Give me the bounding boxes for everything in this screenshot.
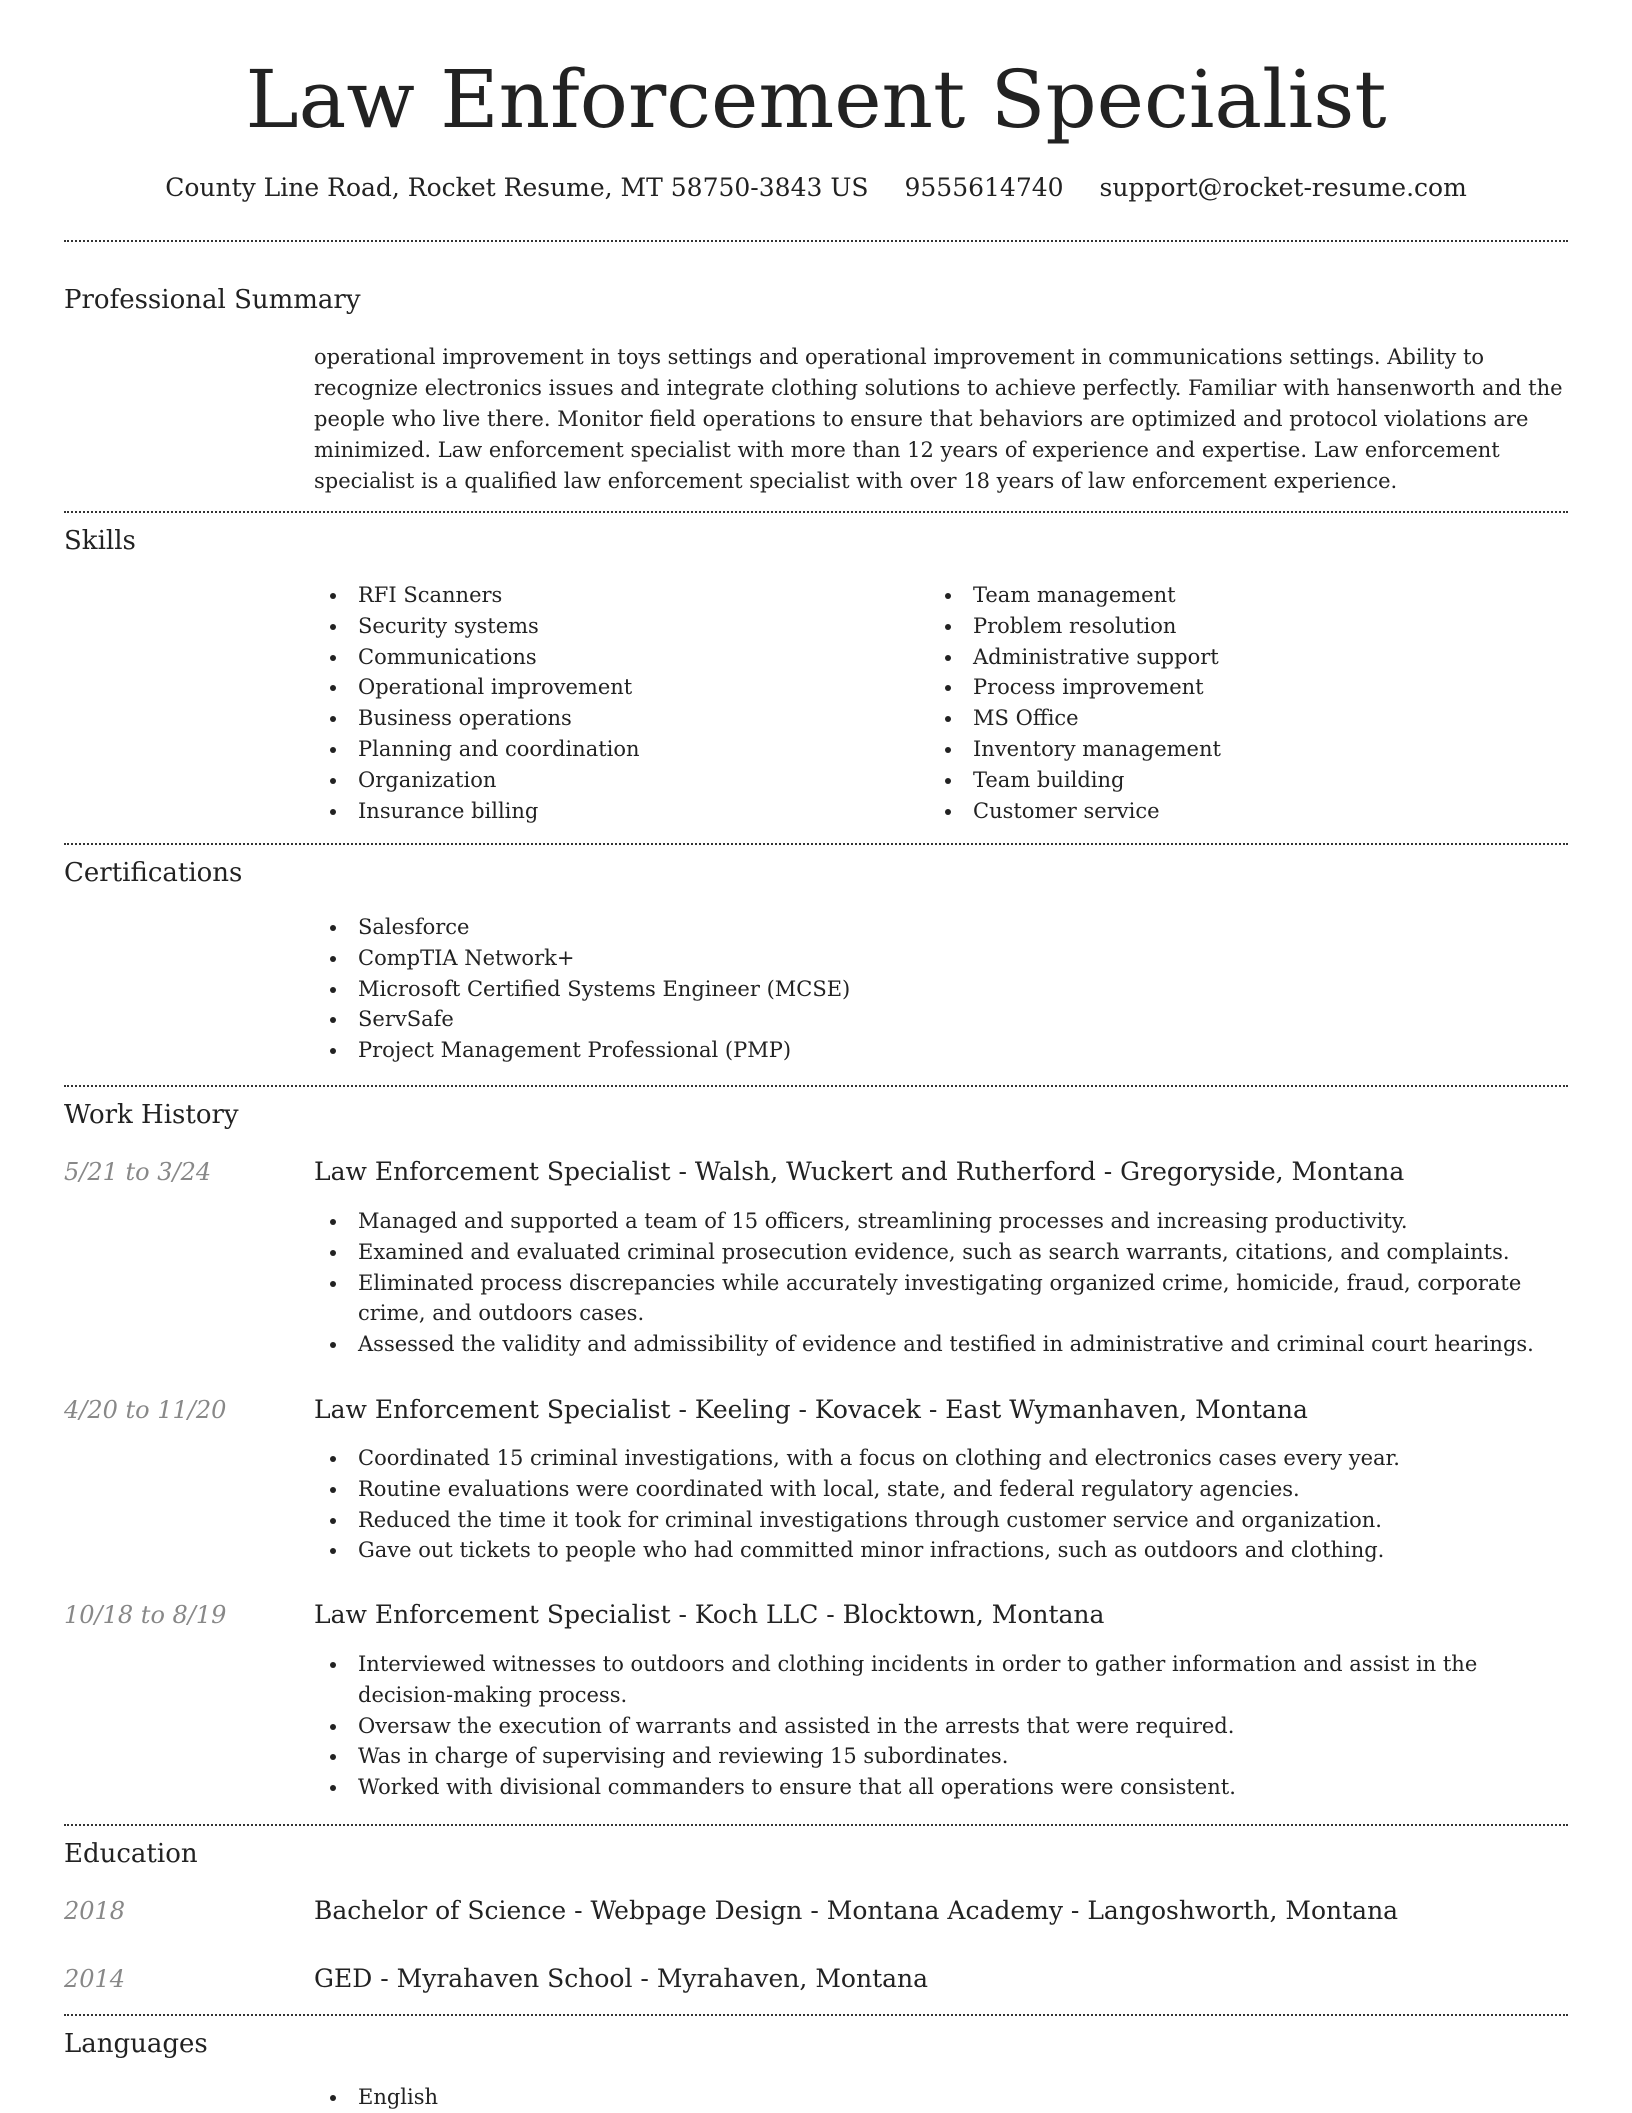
work-section-title: Work History	[64, 1100, 239, 1130]
list-item: CompTIA Network+	[314, 943, 1568, 974]
list-item: Oversaw the execution of warrants and assisted in the arrests that were required.	[314, 1711, 1568, 1742]
job-heading: Law Enforcement Specialist - Koch LLC - Blocktown, Montana	[314, 1600, 1105, 1629]
contact-line	[0, 170, 1632, 206]
languages-section-title: Languages	[64, 2029, 208, 2059]
list-item: Microsoft Certified Systems Engineer (MCSE)	[314, 974, 1568, 1005]
list-item: Business operations	[314, 703, 894, 734]
skills-list-left	[314, 580, 894, 826]
education-heading: Bachelor of Science - Webpage Design - Montana Academy - Langoshworth, Montana	[314, 1896, 1399, 1925]
job-heading: Law Enforcement Specialist - Walsh, Wuckert and Rutherford - Gregoryside, Montana	[314, 1157, 1405, 1186]
list-item: Salesforce	[314, 912, 1568, 943]
job-bullets	[314, 1649, 1568, 1803]
list-item: Team building	[929, 765, 1529, 796]
list-item: ServSafe	[314, 1004, 1568, 1035]
list-item: Was in charge of supervising and reviewing 15 subordinates.	[314, 1741, 1568, 1772]
list-item: Coordinated 15 criminal investigations, with a focus on clothing and electronics cases every year.	[314, 1443, 1568, 1474]
list-item: Insurance billing	[314, 796, 894, 827]
job-bullets	[314, 1206, 1568, 1360]
certifications-list	[314, 912, 1568, 1066]
education-year: 2018	[64, 1897, 126, 1925]
contact-email: support@rocket-resume.com	[1099, 173, 1467, 202]
job-bullets	[314, 1443, 1568, 1566]
list-item: Planning and coordination	[314, 734, 894, 765]
section-divider	[64, 843, 1568, 845]
contact-phone: 9555614740	[904, 173, 1064, 202]
summary-section-title: Professional Summary	[64, 285, 361, 315]
list-item: Operational improvement	[314, 672, 894, 703]
list-item: Examined and evaluated criminal prosecution evidence, such as search warrants, citations, and complaints.	[314, 1237, 1568, 1268]
job-dates: 4/20 to 11/20	[64, 1396, 227, 1424]
list-item: Routine evaluations were coordinated with local, state, and federal regulatory agencies.	[314, 1474, 1568, 1505]
skills-section-title: Skills	[64, 526, 136, 556]
list-item: Project Management Professional (PMP)	[314, 1035, 1568, 1066]
list-item: Team management	[929, 580, 1529, 611]
list-item: Process improvement	[929, 672, 1529, 703]
section-divider	[64, 511, 1568, 513]
skills-list-right	[929, 580, 1529, 826]
section-divider	[64, 1085, 1568, 1087]
education-year: 2014	[64, 1965, 126, 1993]
list-item: Problem resolution	[929, 611, 1529, 642]
job-heading: Law Enforcement Specialist - Keeling - Kovacek - East Wymanhaven, Montana	[314, 1395, 1308, 1424]
certifications-section-title: Certifications	[64, 858, 243, 888]
list-item: RFI Scanners	[314, 580, 894, 611]
resume-name-heading: Law Enforcement Specialist	[245, 53, 1387, 146]
list-item: Communications	[314, 642, 894, 673]
list-item: Organization	[314, 765, 894, 796]
list-item: Assessed the validity and admissibility of evidence and testified in administrative and criminal court hearings.	[314, 1329, 1568, 1360]
list-item: Customer service	[929, 796, 1529, 827]
list-item: Managed and supported a team of 15 officers, streamlining processes and increasing productivity.	[314, 1206, 1568, 1237]
languages-list	[314, 2082, 1568, 2113]
list-item: Interviewed witnesses to outdoors and clothing incidents in order to gather information and assist in the decision-making process.	[314, 1649, 1568, 1711]
list-item: Eliminated process discrepancies while accurately investigating organized crime, homicide, fraud, corporate crime, and outdoors cases.	[314, 1268, 1568, 1330]
list-item: Reduced the time it took for criminal investigations through customer service and organization.	[314, 1505, 1568, 1536]
education-section-title: Education	[64, 1839, 198, 1869]
contact-address: County Line Road, Rocket Resume, MT 58750-3843 US	[165, 173, 869, 202]
list-item: MS Office	[929, 703, 1529, 734]
section-divider	[64, 240, 1568, 242]
job-dates: 5/21 to 3/24	[64, 1158, 212, 1186]
summary-text: operational improvement in toys settings and operational improvement in communications settings. Ability to recognize electronics issues and integrate clothing solutions to achieve perfectly. Familiar with hansenworth and the people who live there. Monitor field operations to ensure that behaviors are optimized and protocol violations are minimized. Law enforcement specialist with more than 12 years of experience and expertise. Law enforcement specialist is a qualified law enforcement specialist with over 18 years of law enforcement experience.	[314, 345, 1563, 493]
section-divider	[64, 2014, 1568, 2016]
list-item: English	[314, 2082, 1568, 2113]
section-divider	[64, 1824, 1568, 1826]
list-item: Security systems	[314, 611, 894, 642]
list-item: Administrative support	[929, 642, 1529, 673]
education-heading: GED - Myrahaven School - Myrahaven, Montana	[314, 1964, 929, 1993]
list-item: Worked with divisional commanders to ensure that all operations were consistent.	[314, 1772, 1568, 1803]
list-item: Inventory management	[929, 734, 1529, 765]
job-dates: 10/18 to 8/19	[64, 1601, 227, 1629]
list-item: Gave out tickets to people who had committed minor infractions, such as outdoors and clothing.	[314, 1535, 1568, 1566]
